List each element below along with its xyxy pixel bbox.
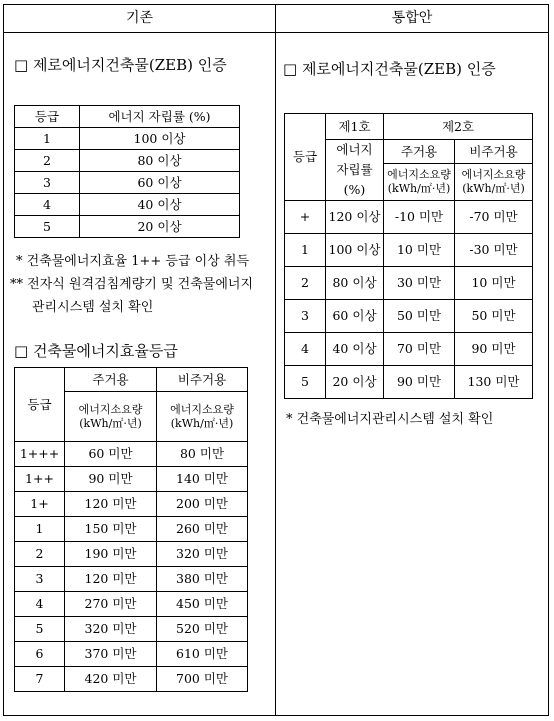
cell: 260 미만 xyxy=(157,517,248,542)
cell: 60 미만 xyxy=(65,442,157,467)
unit-value: (kWh/㎡·년) xyxy=(387,182,451,196)
cell: 40 이상 xyxy=(326,333,384,366)
cell: 3 xyxy=(285,300,326,333)
col-residential: 주거용 xyxy=(65,368,157,392)
table-row xyxy=(15,617,248,642)
unit-residential xyxy=(384,164,455,201)
col-grade: 등급 xyxy=(15,368,65,442)
cell: 380 미만 xyxy=(157,567,248,592)
cell: 4 xyxy=(15,194,80,216)
cell: 2 xyxy=(15,150,80,172)
cell: 140 미만 xyxy=(157,467,248,492)
table-row xyxy=(285,300,533,333)
cell: 120 이상 xyxy=(326,201,384,234)
cell: -30 미만 xyxy=(455,234,533,267)
col-grade: 등급 xyxy=(285,114,326,201)
cell: 120 미만 xyxy=(65,492,157,517)
cell: 610 미만 xyxy=(157,642,248,667)
cell: 5 xyxy=(15,617,65,642)
cell: 130 미만 xyxy=(455,366,533,399)
cell: 1 xyxy=(15,128,80,150)
table-row xyxy=(15,442,248,467)
cell: 30 미만 xyxy=(384,267,455,300)
unit-label: 에너지소요량 xyxy=(387,168,451,182)
table-row xyxy=(15,592,248,617)
cell: 3 xyxy=(15,567,65,592)
header-text: 자립률 xyxy=(336,162,373,177)
left-zeb-table xyxy=(14,105,240,238)
unit-nonresidential xyxy=(157,392,248,442)
unit-residential xyxy=(65,392,157,442)
unit-value: (kWh/㎡·년) xyxy=(170,416,234,430)
left-note-2a: ** 전자식 원격검침계량기 및 건축물에너지 xyxy=(10,277,254,292)
left-eff-table xyxy=(14,367,248,692)
col-nonresidential: 비주거용 xyxy=(455,140,533,164)
cell: 450 미만 xyxy=(157,592,248,617)
cell: 50 미만 xyxy=(455,300,533,333)
cell: 1+++ xyxy=(15,442,65,467)
cell: 90 미만 xyxy=(384,366,455,399)
table-row xyxy=(15,492,248,517)
col-residential: 주거용 xyxy=(384,140,455,164)
col-self-sufficiency: 에너지 자립률 (%) xyxy=(80,106,240,128)
column-divider xyxy=(275,5,276,715)
cell: 20 이상 xyxy=(80,216,240,238)
unit-value: (kWh/㎡·년) xyxy=(79,416,142,430)
cell: 320 미만 xyxy=(157,542,248,567)
cell: 60 이상 xyxy=(80,172,240,194)
cell: 5 xyxy=(15,216,80,238)
table-row xyxy=(15,194,240,216)
cell: + xyxy=(285,201,326,234)
cell: 700 미만 xyxy=(157,667,248,692)
table-row xyxy=(15,216,240,238)
cell: 370 미만 xyxy=(65,642,157,667)
cell: 200 미만 xyxy=(157,492,248,517)
cell: 3 xyxy=(15,172,80,194)
header-left: 기존 xyxy=(125,10,154,26)
unit-label: 에너지소요량 xyxy=(461,168,526,182)
right-note: * 건축물에너지관리시스템 설치 확인 xyxy=(286,412,494,427)
table-row xyxy=(285,234,533,267)
table-row xyxy=(15,467,248,492)
cell: 10 미만 xyxy=(455,267,533,300)
cell: 50 미만 xyxy=(384,300,455,333)
col-no1: 제1호 xyxy=(326,114,384,140)
left-eff-title: □ 건축물에너지효율등급 xyxy=(14,342,178,360)
cell: 20 이상 xyxy=(326,366,384,399)
cell: 2 xyxy=(15,542,65,567)
cell: 1 xyxy=(285,234,326,267)
cell: 270 미만 xyxy=(65,592,157,617)
cell: 1++ xyxy=(15,467,65,492)
cell: 6 xyxy=(15,642,65,667)
comparison-frame xyxy=(3,4,549,716)
cell: 90 미만 xyxy=(65,467,157,492)
cell: 10 미만 xyxy=(384,234,455,267)
unit-label: 에너지소요량 xyxy=(78,402,143,416)
cell: 150 미만 xyxy=(65,517,157,542)
self-sufficiency-header xyxy=(326,140,384,201)
table-row xyxy=(15,567,248,592)
header-text: 에너지 xyxy=(336,142,373,157)
cell: 7 xyxy=(15,667,65,692)
cell: 190 미만 xyxy=(65,542,157,567)
cell: -70 미만 xyxy=(455,201,533,234)
table-row xyxy=(285,201,533,234)
header-row xyxy=(4,5,548,33)
cell: 80 이상 xyxy=(80,150,240,172)
cell: 4 xyxy=(285,333,326,366)
unit-nonresidential xyxy=(455,164,533,201)
col-nonresidential: 비주거용 xyxy=(157,368,248,392)
right-zeb-table xyxy=(284,113,533,399)
table-row xyxy=(15,517,248,542)
table-row xyxy=(285,333,533,366)
col-grade: 등급 xyxy=(15,106,80,128)
table-row xyxy=(15,172,240,194)
cell: 5 xyxy=(285,366,326,399)
table-row xyxy=(15,542,248,567)
col-no2: 제2호 xyxy=(384,114,533,140)
cell: 520 미만 xyxy=(157,617,248,642)
cell: 100 이상 xyxy=(80,128,240,150)
cell: 70 미만 xyxy=(384,333,455,366)
unit-label: 에너지소요량 xyxy=(170,402,234,416)
cell: 1+ xyxy=(15,492,65,517)
right-zeb-title: □ 제로에너지건축물(ZEB) 인증 xyxy=(283,60,496,78)
cell: 320 미만 xyxy=(65,617,157,642)
cell: 90 미만 xyxy=(455,333,533,366)
cell: 80 미만 xyxy=(157,442,248,467)
table-row xyxy=(15,667,248,692)
table-row xyxy=(15,642,248,667)
table-row xyxy=(15,150,240,172)
unit-value: (kWh/㎡·년) xyxy=(462,182,525,196)
table-row xyxy=(285,267,533,300)
cell: 2 xyxy=(285,267,326,300)
left-note-1: * 건축물에너지효율 1++ 등급 이상 취득 xyxy=(16,254,250,269)
table-row xyxy=(285,366,533,399)
table-row xyxy=(15,128,240,150)
cell: 4 xyxy=(15,592,65,617)
cell: 100 이상 xyxy=(326,234,384,267)
header-text: (%) xyxy=(343,182,366,197)
cell: 120 미만 xyxy=(65,567,157,592)
cell: 420 미만 xyxy=(65,667,157,692)
left-note-2b: 관리시스템 설치 확인 xyxy=(32,300,154,315)
cell: 80 이상 xyxy=(326,267,384,300)
cell: 40 이상 xyxy=(80,194,240,216)
cell: 1 xyxy=(15,517,65,542)
cell: 60 이상 xyxy=(326,300,384,333)
cell: -10 미만 xyxy=(384,201,455,234)
header-right: 통합안 xyxy=(391,10,433,26)
left-zeb-title: □ 제로에너지건축물(ZEB) 인증 xyxy=(14,56,227,74)
